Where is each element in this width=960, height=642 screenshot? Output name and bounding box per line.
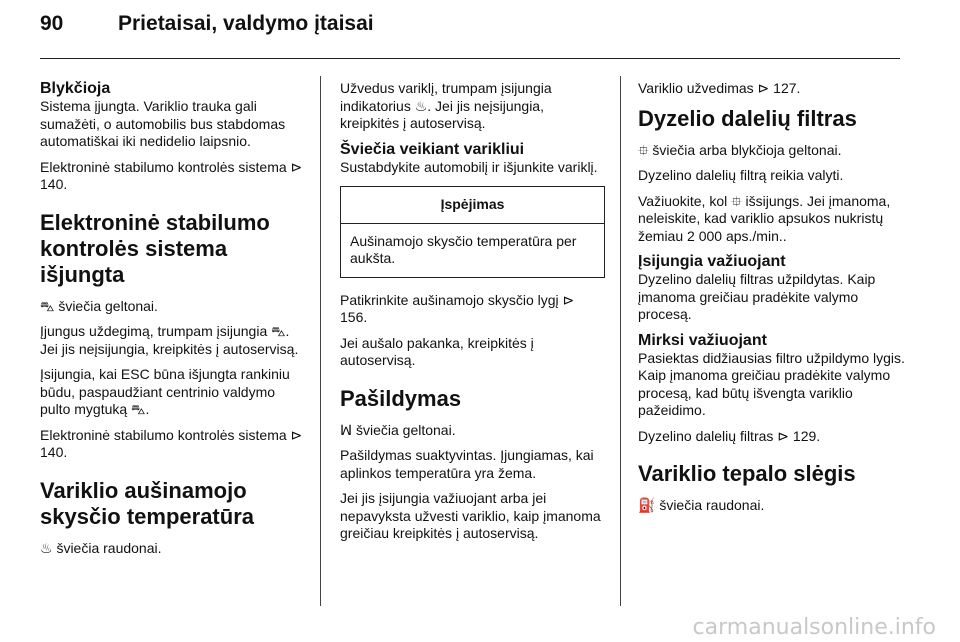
paragraph: Dyzelino dalelių filtras užpildytas. Kaip įmanoma greičiau pradėkite valymo procesą. — [638, 271, 876, 322]
paragraph: Sistema įjungta. Variklio trauka gali sumažėti, o automobilis bus stabdomas automatiškai iki nedidelio laipsnio. — [40, 98, 286, 149]
column-divider-1 — [320, 76, 321, 606]
page-header — [40, 12, 920, 52]
paragraph: ⛍ šviečia geltonai. — [40, 297, 158, 314]
watermark: carmanualsonline.info — [692, 615, 936, 640]
paragraph-reference: Elektroninė stabilumo kontrolės sistema ⊳ 140. — [40, 158, 303, 192]
heading-lit-while-running: Šviečia veikiant varikliui — [340, 140, 525, 158]
warning-body: Aušinamojo skysčio temperatūra per aukšta. — [350, 232, 577, 266]
paragraph: Pašildymas suaktyvintas. Įjungiamas, kai aplinkos temperatūra yra žema. — [340, 447, 594, 481]
paragraph-reference: Variklio užvedimas ⊳ 127. — [638, 80, 801, 96]
page-number: 90 — [40, 12, 64, 35]
paragraph: Jei jis įsijungia važiuojant arba jei nepavyksta užvesti variklio, kaip įmanoma greičiau kreipkitės į autoservisą. — [340, 490, 601, 541]
paragraph: Sustabdykite automobilį ir išjunkite variklį. — [340, 158, 598, 175]
paragraph: Įsijungia, kai ESC būna išjungta rankiniu būdu, paspaudžiant centrinio valdymo pulto mygtuką ⛍. — [40, 366, 290, 417]
paragraph: ꟽ šviečia geltonai. — [340, 421, 456, 438]
heading-coolant-temperature: Variklio aušinamojo skysčio temperatūra — [40, 477, 254, 529]
paragraph: ⯐ šviečia arba blykčioja geltonai. — [638, 141, 842, 158]
heading-oil-pressure: Variklio tepalo slėgis — [638, 461, 856, 486]
paragraph: Dyzelino dalelių filtrą reikia valyti. — [638, 167, 844, 183]
header-rule — [40, 58, 900, 59]
column-3 — [638, 80, 908, 523]
column-1 — [40, 80, 305, 565]
column-divider-2 — [620, 76, 621, 606]
paragraph: ⛽ šviečia raudonai. — [638, 497, 765, 513]
heading-diesel-particle-filter: Dyzelio dalelių filtras — [638, 105, 857, 131]
paragraph: Važiuokite, kol ⯐ išsijungs. Jei įmanoma, neleiskite, kad variklio apsukos nukristų žemiau 2 000 aps./min.. — [638, 192, 891, 244]
warning-title: Įspėjimas — [341, 187, 604, 224]
paragraph: ♨ šviečia raudonai. — [40, 539, 162, 556]
paragraph: Pasiektas didžiausias filtro užpildymo lygis. Kaip įmanoma greičiau pradėkite valymo procesą, kad būtų išvengta variklio pažeidimo. — [638, 349, 905, 418]
page-title: Prietaisai, valdymo įtaisai — [118, 12, 374, 35]
warning-box — [340, 186, 605, 278]
paragraph: Jei aušalo pakanka, kreipkitės į autoservisą. — [340, 334, 534, 368]
paragraph-reference: Dyzelino dalelių filtras ⊳ 129. — [638, 427, 821, 444]
heading-flashes-while-driving: Mirksi važiuojant — [638, 331, 767, 349]
heading-lit-while-driving: Įsijungia važiuojant — [638, 253, 786, 270]
paragraph-reference: Elektroninė stabilumo kontrolės sistema ⊳ 140. — [40, 426, 303, 460]
heading-blinks: Blykčioja — [40, 80, 111, 97]
heading-preheating: Pašildymas — [340, 385, 462, 411]
paragraph: Užvedus variklį, trumpam įsijungia indikatorius ♨. Jei jis neįsijungia, kreipkitės į autoservisą. — [340, 80, 552, 131]
paragraph-reference: Patikrinkite aušinamojo skysčio lygį ⊳ 156. — [340, 291, 575, 325]
column-2 — [340, 80, 605, 551]
heading-esc-off: Elektroninė stabilumo kontrolės sistema išjungta — [40, 209, 270, 287]
paragraph: Įjungus uždegimą, trumpam įsijungia ⛍. Jei jis neįsijungia, kreipkitės į autoservisą. — [40, 323, 299, 357]
